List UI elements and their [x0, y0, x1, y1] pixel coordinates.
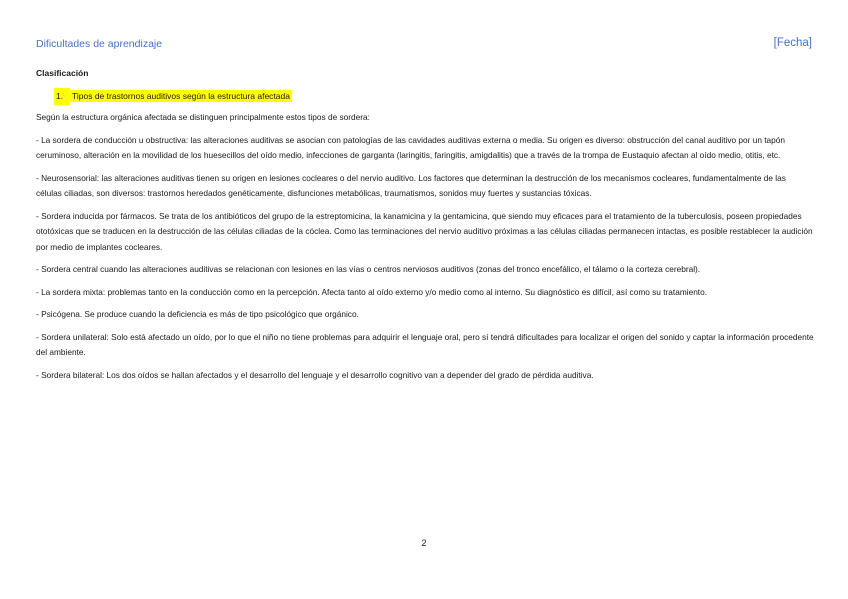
paragraph-central: - Sordera central cuando las alteraciones auditivas se relacionan con lesiones en las vías o centros nerviosos auditivos (zonas del tronco encefálico, el tálamo o la corteza cerebral). [36, 264, 701, 274]
list-item-text: Tipos de trastornos auditivos según la estructura afectada [72, 90, 290, 101]
paragraph-unilateral: - Sordera unilateral: Solo está afectado un oído, por lo que el niño no tiene problemas para adquirir el lenguaje oral, pero sí tendrá dificultades para localizar el origen del sonido y captar la información procedente del ambiente. [36, 331, 814, 357]
section-heading: Clasificación [36, 68, 89, 78]
paragraph-conduccion: - La sordera de conducción u obstructiva: las alteraciones auditivas se asocian con patologías de las cavidades auditivas externa o media. Su origen es diverso: obstrucción del canal auditivo por un tapón ceruminoso, alteración en la movilidad de los huesecillos del oído medio, infecciones de garganta (laringitis, faringitis, amigdalitis) que a través de la trompa de Eustaquio afectan al oído medio, otitis, etc. [36, 134, 786, 160]
list-number: 1. [54, 88, 70, 106]
paragraph-psicogena: - Psicógena. Se produce cuando la deficiencia es más de tipo psicológico que orgánico. [36, 309, 359, 319]
page-number: 2 [421, 538, 427, 548]
header-title: Dificultades de aprendizaje [36, 38, 163, 50]
document-body [36, 66, 814, 390]
header-date-placeholder[interactable]: [Fecha] [773, 37, 812, 49]
numbered-list-item [54, 88, 814, 106]
paragraph-intro: Según la estructura orgánica afectada se distinguen principalmente estos tipos de sordera: [36, 112, 370, 122]
paragraph-neurosensorial: - Neurosensorial: las alteraciones auditivas tienen su origen en lesiones cocleares o del nervio auditivo. Los factores que determinan la destrucción de los mecanismos cocleares, fundamentalmente de las células ciliadas, son diversos: trastornos heredados genéticamente, disfunciones metabólicas, traumatismos, sonidos muy fuertes y sustancias tóxicas. [36, 172, 786, 198]
paragraph-bilateral: - Sordera bilateral: Los dos oídos se hallan afectados y el desarrollo del lenguaje y el desarrollo cognitivo van a depender del grado de pérdida auditiva. [36, 369, 594, 380]
paragraph-farmacos: - Sordera inducida por fármacos. Se trata de los antibióticos del grupo de la estreptomicina, la kanamicina y la gentamicina, que siendo muy eficaces para el tratamiento de la tuberculosis, poseen propiedades ototóxicas que se traducen en la destrucción de las células ciliadas de la cóclea. Como las terminaciones del nervio auditivo próximas a las células ciliadas permanecen intactas, es posible restablecer la audición por medio de implantes cocleares. [36, 210, 813, 252]
paragraph-mixta: - La sordera mixta: problemas tanto en la conducción como en la percepción. Afecta tanto al oído externo y/o medio como al interno. Su diagnóstico es difícil, así como su tratamiento. [36, 286, 708, 297]
